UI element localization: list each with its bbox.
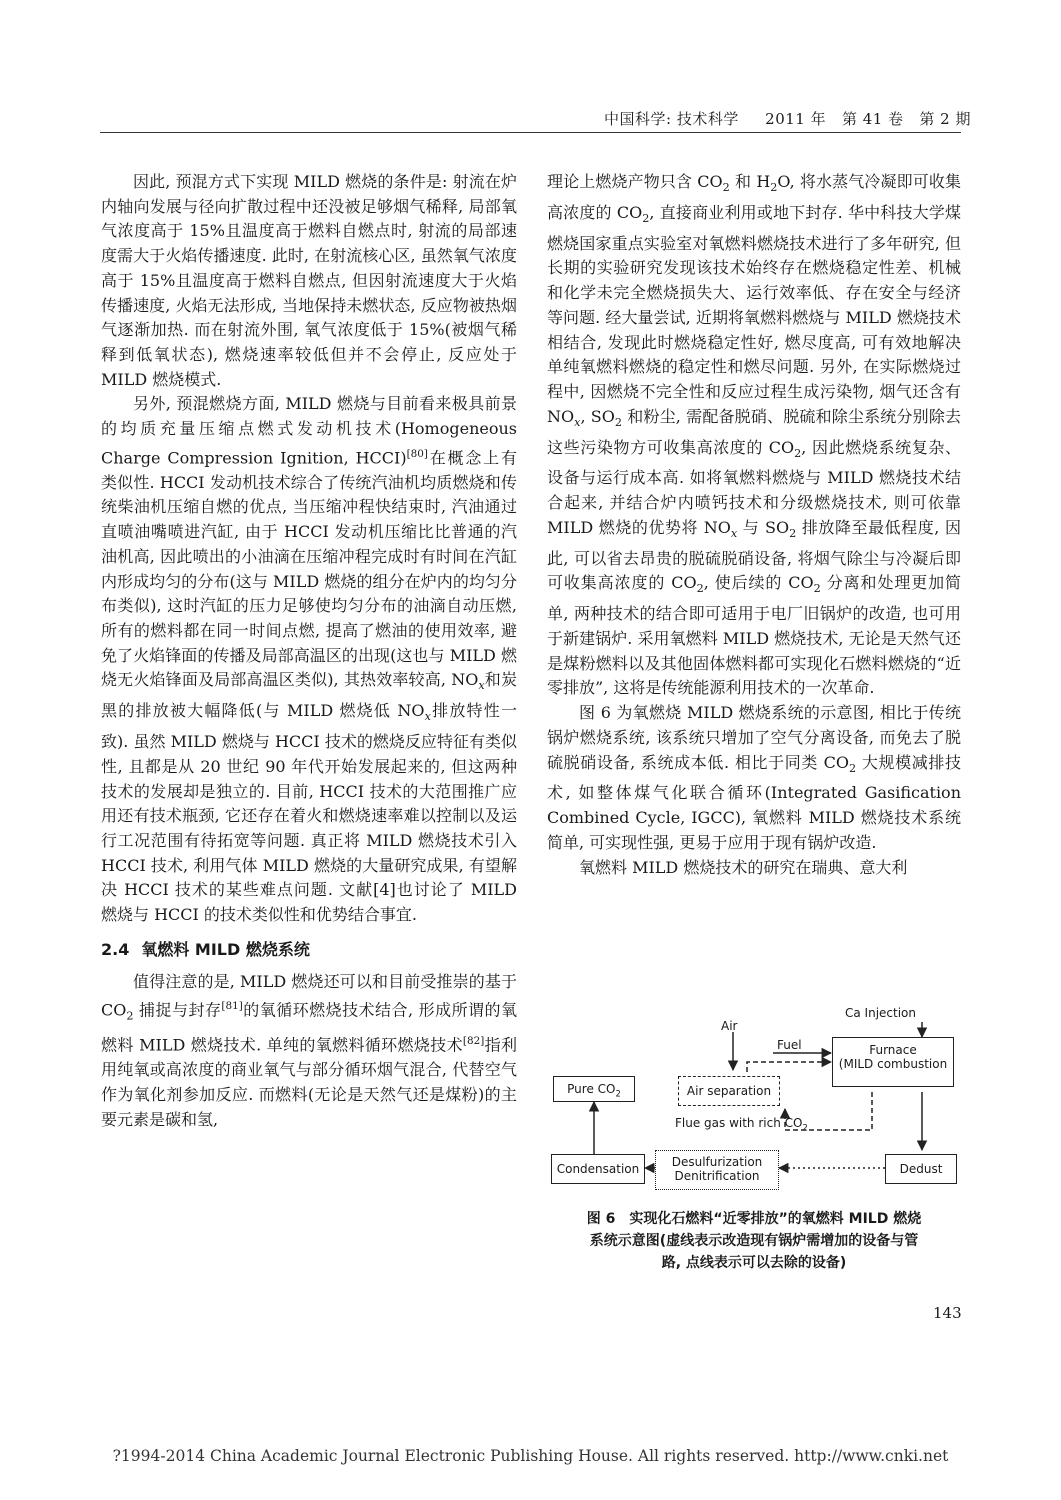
section-heading (101, 938, 517, 963)
journal-volume: 第 41 卷 (841, 110, 904, 128)
paragraph: 理论上燃烧产物只含 $CO_2$ 和 $H_2O$, 将水蒸气冷凝即可收集高浓度的 $CO_2$, 直接商业利用或地下封存. 华中科技大学煤燃烧国家重点实验室对氧燃料燃烧技术进行了多年研究, 但长期的实验研究发现该技术始终存在燃烧稳定性差、机械和化学未完全燃烧损失大、运行效率低、存在安全与经济等问题. 经大量尝试, 近期将氧燃料燃烧与 MILD 燃烧技术相结合, 发现此时燃烧稳定性好, 燃尽度高, 可有效地解决单纯氧燃料燃烧的稳定性和燃尽问题. 另外, 在实际燃烧过程中, 因燃烧不完全性和反应过程生成污染物, 烟气还含有 $NO_x$, $SO_2$ 和粉尘, 需配备脱硝、脱硫和除尘系统分别除去这些污染物方可收集高浓度的 $CO_2$, 因此燃烧系统复杂、设备与运行成本高. 如将氧燃料燃烧与 MILD 燃烧技术结合起来, 并结合炉内喷钙技术和分级燃烧技术, 则可依靠 MILD 燃烧的优势将 $NO_x$ 与 $SO_2$ 排放降至最低程度, 因此, 可以省去昂贵的脱硫脱硝设备, 将烟气除尘与冷凝后即可收集高浓度的 $CO_2$, 使后续的 $CO_2$ 分离和处理更加简单, 两种技术的结合即可适用于电厂旧锅炉的改造, 也可用于新建锅炉. 采用氧燃料 MILD 燃烧技术, 无论是天然气还是煤粉燃料以及其他固体燃料都可实现化石燃料燃烧的“近零排放”, 这将是传统能源利用技术的一次革命. (547, 172, 962, 698)
journal-year: 2011 年 (765, 110, 827, 128)
section-number: 2.4 (101, 939, 130, 959)
paragraph: 因此, 预混方式下实现 MILD 燃烧的条件是: 射流在炉内轴向发展与径向扩散过程中还没被足够烟气稀释, 局部氧气浓度高于 15%且温度高于燃料自燃点时, 射流的局部速度需大于火焰传播速度. 此时, 在射流核心区, 虽然氧气浓度高于 15%且温度高于燃料自燃点, 但因射流速度大于火焰传播速度, 火焰无法形成, 当地保持未燃状态, 反应物被热烟气逐渐加热. 而在射流外围, 氧气浓度低于 15%(被烟气稀释到低氧状态), 燃烧速率较低但并不会停止, 反应处于 MILD 燃烧模式. (101, 172, 517, 389)
figure-6-diagram (547, 1000, 961, 1200)
furnace-sublabel: (MILD combustion (838, 1057, 948, 1071)
condensation-label: Condensation (556, 1162, 640, 1176)
flue-gas-label: Flue gas with rich $CO_2$ (675, 1116, 808, 1133)
pure-co2-box: Pure $CO_2$ (553, 1076, 635, 1102)
denitrification-label: Denitrification (674, 1169, 760, 1183)
pure-co2-label: Pure CO (567, 1082, 616, 1096)
paragraph: 图 6 为氧燃烧 MILD 燃烧系统的示意图, 相比于传统锅炉燃烧系统, 该系统只增加了空气分离设备, 而免去了脱硫脱硝设备, 系统成本低. 相比于同类 $CO_2$ 大规模减排技术, 如整体煤气化联合循环(Integrated Gasification Combined Cycle, IGCC), 氧燃料 MILD 燃烧技术系统简单, 可实现性强, 更易于应用于现有锅炉改造. (547, 703, 961, 852)
fuel-label: Fuel (777, 1038, 802, 1052)
right-column (547, 170, 961, 880)
desulfurization-label: Desulfurization (671, 1155, 763, 1169)
paragraph: 值得注意的是, MILD 燃烧还可以和目前受推崇的基于 $CO_2$ 捕捉与封存[81]的氧循环燃烧技术结合, 形成所谓的氧燃料 MILD 燃烧技术. 单纯的氧燃料循环燃烧技术[82]指利用纯氧或高浓度的商业氧气与部分循环烟气混合, 代替空气作为氧化剂参加反应. 而燃料(无论是天然气还是煤粉)的主要元素是碳和氢, (101, 971, 517, 1129)
header-rule (100, 132, 961, 133)
dedust-label: Dedust (899, 1162, 943, 1176)
furnace-label: Furnace (869, 1043, 917, 1057)
left-column (101, 170, 517, 1133)
journal-issue: 第 2 期 (919, 110, 971, 128)
dedust-box (885, 1154, 957, 1184)
paragraph: 氧燃料 MILD 燃烧技术的研究在瑞典、意大利 (579, 857, 908, 877)
air-label: Air (721, 1019, 738, 1033)
paragraph: 另外, 预混燃烧方面, MILD 燃烧与目前看来极具前景的均质充量压缩点燃式发动机技术(Homogeneous Charge Compression Ignition, HCCI)[80]在概念上有类似性. HCCI 发动机技术综合了传统汽油机均质燃烧和传统柴油机压缩自燃的优点, 当压缩冲程快结束时, 汽油通过直喷油嘴喷进汽缸, 由于 HCCI 发动机压缩比比普通的汽油机高, 因此喷出的小油滴在压缩冲程完成时有时间在汽缸内形成均匀的分布(这与 MILD 燃烧的组分在炉内的均匀分布类似), 这时汽缸的压力足够使均匀分布的油滴自动压燃, 所有的燃料都在同一时间点燃, 提高了燃油的使用效率, 避免了火焰锋面的传播及局部高温区的出现(这也与 MILD 燃烧无火焰锋面及局部高温区类似), 其热效率较高, $NO_x$和炭黑的排放被大幅降低(与 MILD 燃烧低 $NO_x$排放特性一致). 虽然 MILD 燃烧与 HCCI 技术的燃烧反应特征有类似性, 且都是从 20 世纪 90 年代开始发展起来的, 但这两种技术的发展却是独立的. 目前, HCCI 技术的大范围推广应用还有技术瓶颈, 它还存在着火和燃烧速率难以控制以及运行工况范围有待拓宽等问题. 真正将 MILD 燃烧技术引入 HCCI 技术, 利用气体 MILD 燃烧的大量研究成果, 有望解决 HCCI 技术的某些难点问题. 文献[4]也讨论了 MILD 燃烧与 HCCI 的技术类似性和优势结合事宜. (101, 394, 517, 925)
journal-name: 中国科学: 技术科学 (604, 110, 739, 128)
ca-injection-label: Ca Injection (845, 1006, 916, 1020)
running-header (604, 108, 971, 129)
air-separation-box (678, 1076, 780, 1106)
arrow-oxygen-feed (747, 1062, 831, 1072)
caption-line: 图 6 实现化石燃料“近零排放”的氧燃料 MILD 燃烧 (586, 1211, 922, 1227)
section-title: 氧燃料 MILD 燃烧系统 (141, 939, 310, 959)
furnace-box (832, 1037, 954, 1087)
page-number: 143 (933, 1304, 962, 1322)
figure-caption (547, 1208, 961, 1274)
citation: [82] (462, 1035, 485, 1048)
condensation-box (551, 1154, 645, 1184)
desulfurization-box (655, 1150, 779, 1190)
copyright-footer: ?1994-2014 China Academic Journal Electronic Publishing House. All rights reserved. http://www.cnki.net (112, 1447, 949, 1465)
caption-line: 系统示意图(虚线表示改造现有锅炉需增加的设备与管 (589, 1233, 919, 1249)
citation: [81] (221, 1000, 243, 1013)
citation: [80] (406, 447, 428, 460)
air-separation-label: Air separation (686, 1084, 772, 1098)
caption-line: 路, 点线表示可以去除的设备) (661, 1255, 847, 1271)
